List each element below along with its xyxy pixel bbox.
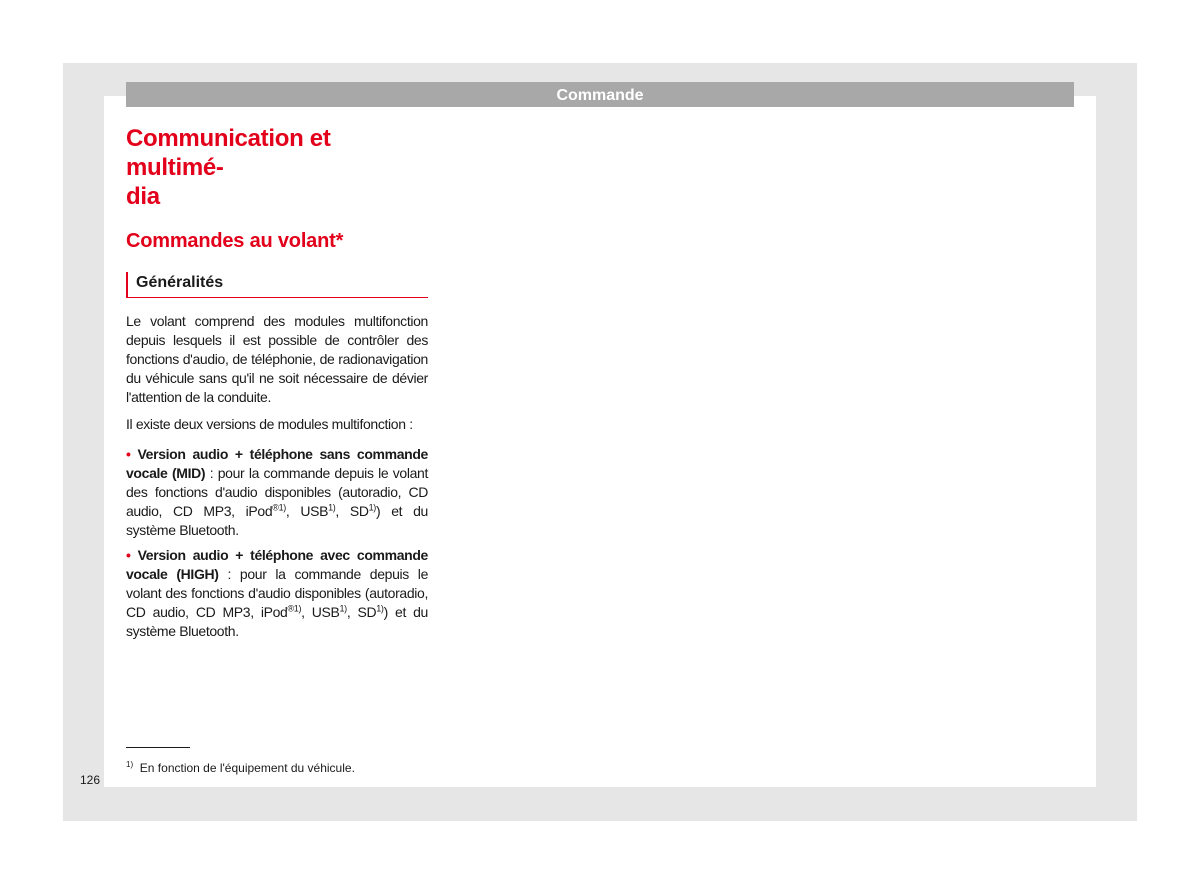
footnote-divider — [126, 747, 190, 748]
registered-mark: ® — [272, 502, 279, 513]
bullet-text: , USB — [301, 604, 340, 620]
bullet-title: Version audio + téléphone avec commande vocale (HIGH) — [126, 547, 428, 582]
section-title: Commandes au volant* — [126, 230, 344, 252]
chapter-title-line2: dia — [126, 183, 160, 210]
text-column — [126, 124, 428, 641]
bullet-text: , USB — [285, 503, 329, 519]
subsection-heading — [126, 272, 428, 298]
subsection-title: Généralités — [136, 274, 224, 291]
footnote-ref: 1) — [339, 603, 347, 614]
bullet-title: Version audio + téléphone sans commande vocale (MID) — [126, 446, 428, 481]
chapter-title — [126, 124, 428, 211]
bullet-text: , SD — [335, 503, 369, 519]
footnote-ref: 1) — [376, 603, 384, 614]
bullet-icon: • — [126, 446, 131, 462]
registered-mark: ® — [287, 603, 294, 614]
bullet-text: ) et du système Bluetooth. — [126, 503, 428, 538]
footnote-text: En fonction de l'équipement du véhicule. — [139, 761, 355, 775]
footnote-ref: 1) — [328, 502, 336, 513]
bullet-text: , SD — [346, 604, 377, 620]
footnote-ref: 1) — [368, 502, 376, 513]
footnote — [126, 760, 355, 776]
footnote-ref: 1) — [278, 502, 286, 513]
chapter-title-line1: Communication et multimé- — [126, 125, 331, 181]
bullet-icon: • — [126, 547, 131, 563]
footnote-ref: 1) — [293, 603, 302, 614]
bullet-text: : pour la commande depuis le volant des fonctions d'audio disponibles (autoradio, CD audio, CD MP3, iPod — [126, 465, 429, 519]
list-item — [126, 445, 428, 540]
list-item — [126, 546, 428, 641]
footnote-marker: 1) — [126, 760, 134, 769]
page-number: 126 — [80, 773, 101, 787]
section-header: Commande — [126, 82, 1074, 107]
paragraph-versions: Il existe deux versions de modules multifonction : — [126, 416, 413, 432]
bullet-text: : pour la commande depuis le volant des fonctions d'audio disponibles (autoradio, CD audio, CD MP3, iPod — [126, 566, 429, 620]
paragraph-intro: Le volant comprend des modules multifonction depuis lesquels il est possible de contrôler des fonctions d'audio, de téléphonie, de radionavigation du véhicule sans qu'il ne soit nécessaire de dévier l'attention de la conduite. — [126, 313, 428, 405]
bullet-text: ) et du système Bluetooth. — [126, 604, 428, 639]
